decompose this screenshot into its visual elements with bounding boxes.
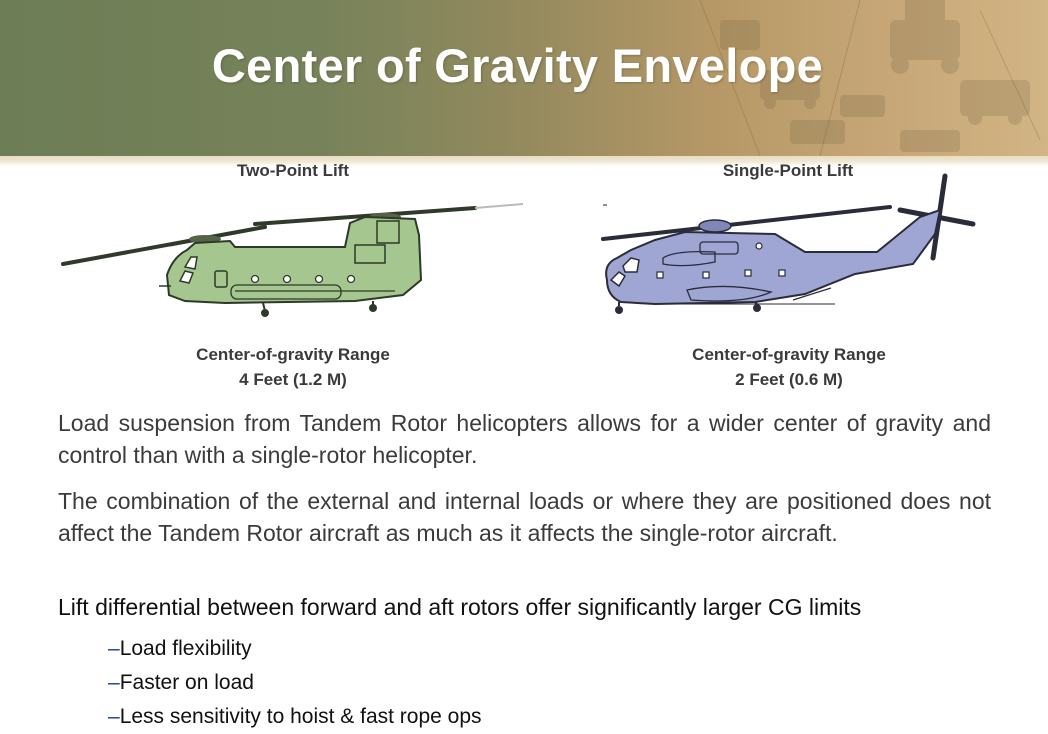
paragraph-tandem-rotor-cg: Load suspension from Tandem Rotor helicopters allows for a wider center of gravity and control than with a single-rotor helicopter. bbox=[58, 410, 991, 468]
two-point-cg-range-value: 4 Feet (1.2 M) bbox=[239, 370, 347, 389]
single-point-cg-range-label: Center-of-gravity Range bbox=[692, 345, 886, 364]
list-item bbox=[108, 632, 482, 666]
tandem-rotor-helicopter-icon bbox=[55, 195, 535, 325]
single-point-cg-range-value: 2 Feet (0.6 M) bbox=[735, 370, 843, 389]
title-banner bbox=[0, 0, 1048, 156]
bullet-dash: – bbox=[108, 637, 120, 660]
list-item bbox=[108, 700, 482, 734]
paragraph-lift-differential: Lift differential between forward and aft rotors offer significantly larger CG limits bbox=[58, 594, 862, 620]
page-title: Center of Gravity Envelope bbox=[211, 39, 824, 92]
bullet-dash: – bbox=[108, 705, 120, 728]
benefits-list bbox=[108, 632, 482, 734]
list-item-text: Load flexibility bbox=[119, 637, 252, 660]
bullet-dash: – bbox=[108, 671, 120, 694]
single-rotor-helicopter-icon bbox=[595, 172, 985, 322]
single-point-lift-heading: Single-Point Lift bbox=[722, 161, 854, 180]
list-item bbox=[108, 666, 482, 700]
list-item-text: Faster on load bbox=[119, 671, 254, 694]
two-point-cg-range-label: Center-of-gravity Range bbox=[196, 345, 390, 364]
two-point-lift-heading: Two-Point Lift bbox=[236, 161, 350, 180]
paragraph-load-positioning: The combination of the external and internal loads or where they are positioned does not affect the Tandem Rotor aircraft as much as it affects the single-rotor aircraft. bbox=[58, 488, 991, 546]
list-item-text: Less sensitivity to hoist & fast rope ops bbox=[119, 705, 482, 728]
banner-divider bbox=[0, 156, 1048, 166]
